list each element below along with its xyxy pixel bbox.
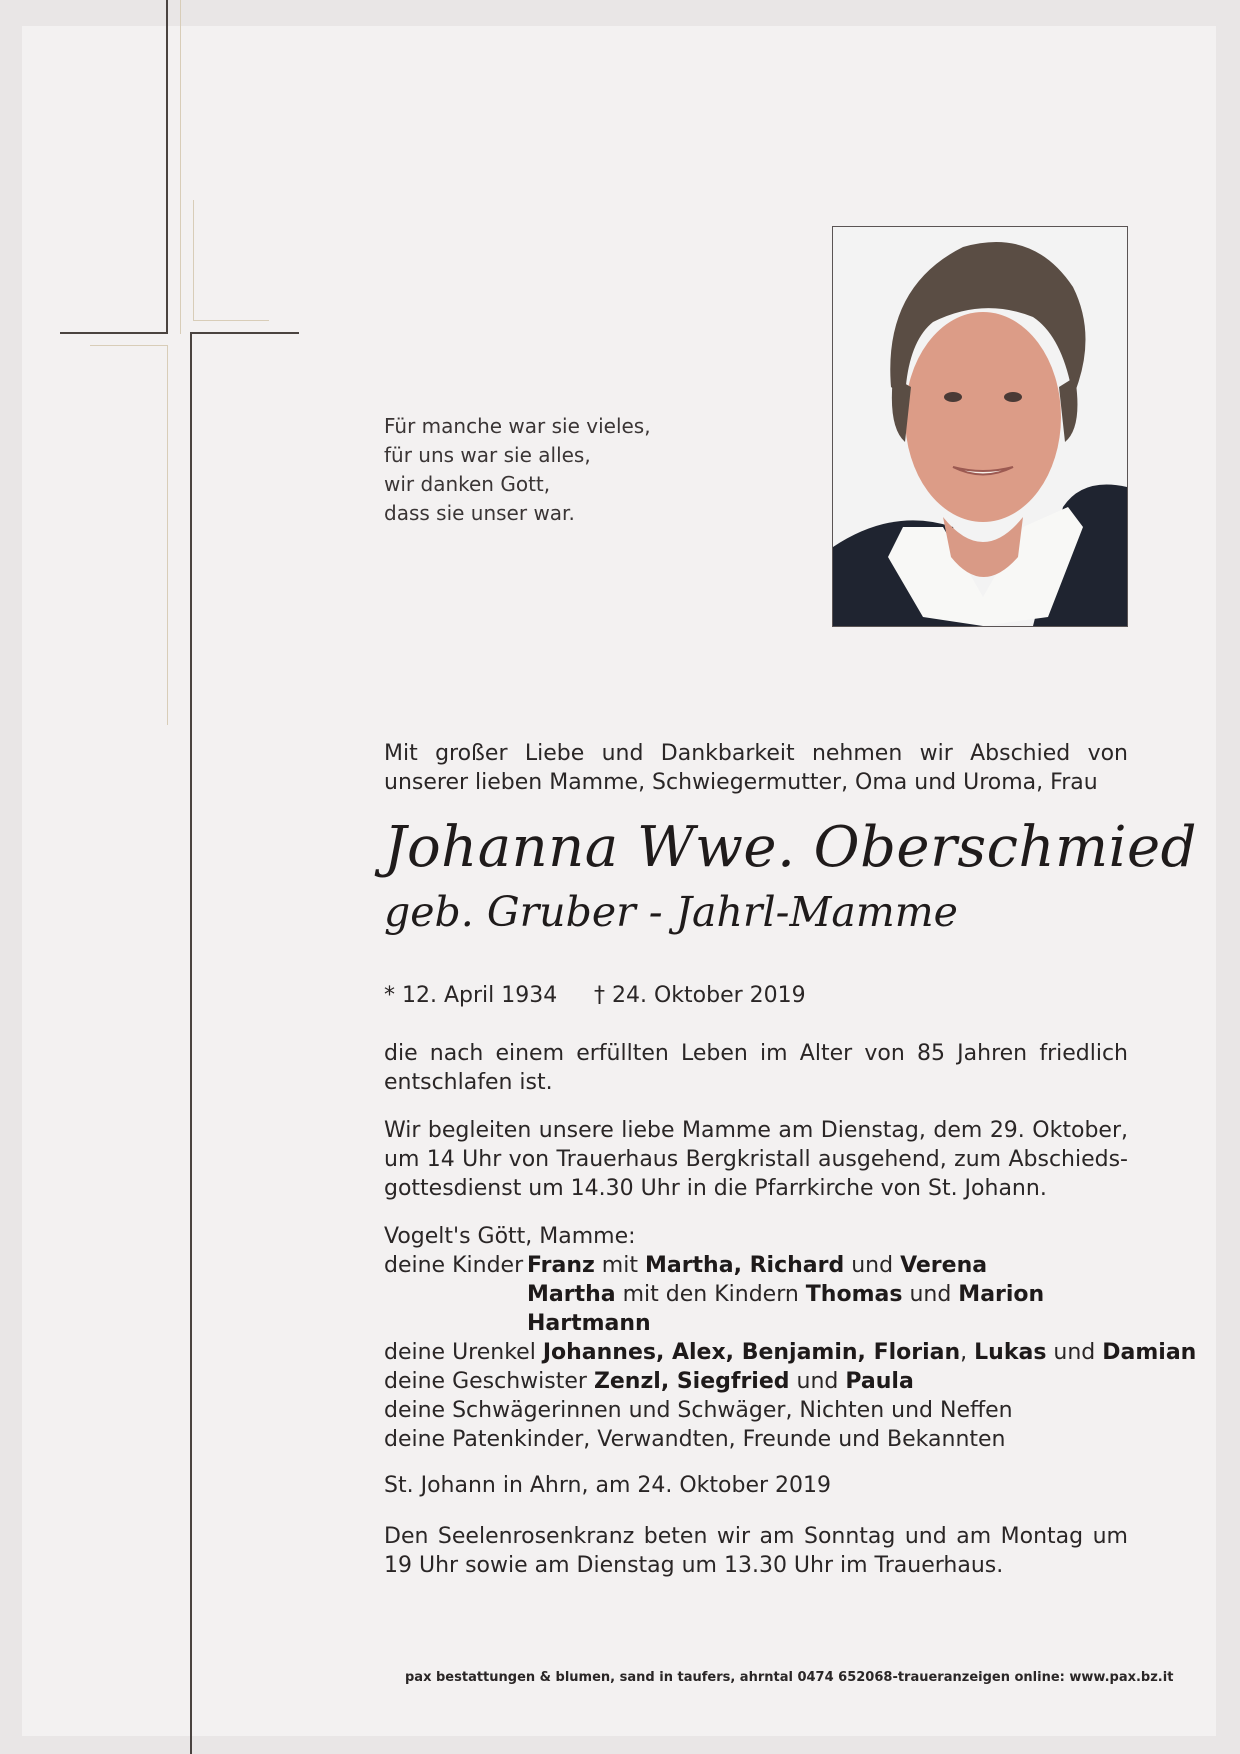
rosary-info: Den Seelenrosenkranz beten wir am Sonntag und am Montag um 19 Uhr sowie am Dienstag um 13.30 Uhr im Trauerhaus.	[384, 1524, 1128, 1578]
intro-text: Mit großer Liebe und Dankbarkeit nehmen wir Abschied von unserer lieben Mamme, Schwiegermutter, Oma und Uroma, Frau	[384, 741, 1128, 795]
family-greatgrandchildren	[384, 1338, 1197, 1367]
child-name: Martha	[527, 1282, 616, 1307]
grandchild-name: Thomas	[805, 1282, 903, 1307]
connector-text: ,	[960, 1340, 975, 1365]
child-name: Verena	[900, 1253, 988, 1278]
connector-text: und	[902, 1282, 959, 1307]
grandchild-name: Hartmann	[527, 1311, 651, 1336]
greatgrandchildren-label: deine Urenkel	[384, 1340, 543, 1365]
greatgrandchild-names: Johannes, Alex, Benjamin, Florian	[542, 1340, 961, 1365]
portrait-photo	[832, 226, 1128, 627]
life-dates	[384, 983, 806, 1008]
sibling-name: Paula	[845, 1369, 914, 1394]
connector-text: und	[789, 1369, 846, 1394]
quote-line: Für manche war sie vieles,	[384, 414, 651, 438]
connector-text: und	[1046, 1340, 1103, 1365]
greatgrandchild-name: Lukas	[974, 1340, 1047, 1365]
children-label: deine Kinder	[384, 1253, 524, 1278]
quote-line: für uns war sie alles,	[384, 443, 591, 467]
deceased-name: Johanna Wwe. Oberschmied	[384, 815, 1198, 880]
quote-line: dass sie unser war.	[384, 501, 575, 525]
family-greeting: Vogelt's Gött, Mamme:	[384, 1224, 636, 1249]
family-list	[384, 1222, 1197, 1454]
family-children-row-3	[384, 1309, 1144, 1338]
child-name: Martha, Richard	[644, 1253, 845, 1278]
family-children-row-1	[384, 1251, 1144, 1280]
connector-text: mit	[594, 1253, 645, 1278]
footer-imprint: pax bestattungen & blumen, sand in taufers, ahrntal 0474 652068-traueranzeigen online: www.pax.bz.it	[405, 1670, 1174, 1685]
paragraph-passing: die nach einem erfüllten Leben im Alter von 85 Jahren friedlich entschlafen ist.	[384, 1041, 1128, 1095]
connector-text: mit den Kindern	[615, 1282, 806, 1307]
siblings-label: deine Geschwister	[384, 1369, 594, 1394]
place-date: St. Johann in Ahrn, am 24. Oktober 2019	[384, 1473, 832, 1498]
family-children-row-2	[384, 1280, 1144, 1309]
sibling-names: Zenzl, Siegfried	[593, 1369, 790, 1394]
grandchild-name: Marion	[958, 1282, 1045, 1307]
child-name: Franz	[527, 1253, 595, 1278]
birth-date: * 12. April 1934	[384, 983, 558, 1008]
paragraph-funeral: Wir begleiten unsere liebe Mamme am Dienstag, dem 29. Oktober, um 14 Uhr von Trauerhaus Bergkristall ausgehend, zum Abschieds-gottesdienst um 14.30 Uhr in die Pfarrkirche von St. Johann.	[384, 1118, 1128, 1201]
greatgrandchild-name: Damian	[1102, 1340, 1197, 1365]
family-inlaws: deine Schwägerinnen und Schwäger, Nichten und Neffen	[384, 1398, 1013, 1423]
death-date: † 24. Oktober 2019	[594, 983, 806, 1008]
connector-text: und	[844, 1253, 901, 1278]
memorial-quote	[384, 412, 744, 528]
family-siblings	[384, 1367, 1144, 1396]
family-others: deine Patenkinder, Verwandten, Freunde und Bekannten	[384, 1427, 1006, 1452]
quote-line: wir danken Gott,	[384, 472, 551, 496]
birth-name: geb. Gruber - Jahrl-Mamme	[384, 888, 958, 936]
